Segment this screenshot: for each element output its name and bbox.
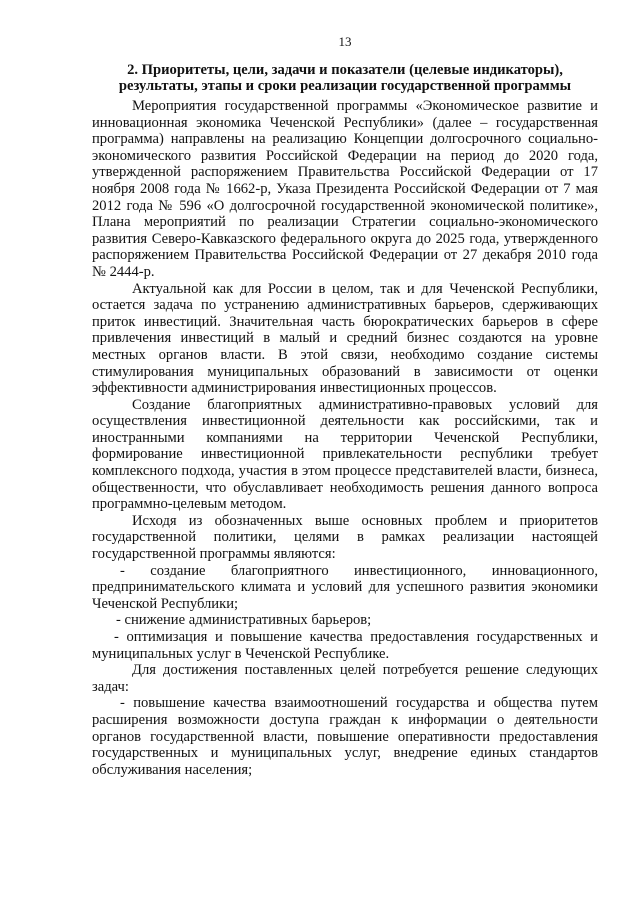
- list-item-goal-services: - оптимизация и повышение качества предоставления государственных и муниципальных услуг в Чеченской Республике.: [92, 629, 598, 662]
- body-text: [92, 98, 598, 778]
- list-item-goal-barriers: - снижение административных барьеров;: [116, 612, 372, 629]
- list-item-goal-climate: - создание благоприятного инвестиционного, инновационного, предпринимательского климата и условий для успешного развития экономики Чеченской Республики;: [92, 562, 598, 612]
- section-title-line-1: 2. Приоритеты, цели, задачи и показатели (целевые индикаторы),: [127, 62, 563, 78]
- paragraph-program-goals: Мероприятия государственной программы «Экономическое развитие и инновационная экономика Чеченской Республики» (далее – государственная программа) направлены на реализацию Концепции долгосрочного социально-экономического развития Российской Федерации на период до 2020 года, утвержденной распоряжением Правительства Российской Федерации от 17 ноября 2008 года № 1662-р, Указа Президента Российской Федерации от 7 мая 2012 года № 596 «О долгосрочной государственной экономической политике», Плана мероприятий по реализации Стратегии социально-экономического развития Северо-Кавказского федерального округа до 2025 года, утвержденного распоряжением Правительства Российской Федерации от 27 декабря 2010 года № 2444-р.: [92, 98, 598, 280]
- paragraph-tasks-intro: Для достижения поставленных целей потребуется решение следующих задач:: [92, 662, 598, 695]
- list-item-task-quality: - повышение качества взаимоотношений государства и общества путем расширения возможности доступа граждан к информации о деятельности органов государственной власти, повышение оперативности предоставления государственных и муниципальных услуг, внедрение единых стандартов обслуживания населения;: [92, 695, 598, 778]
- paragraph-admin-barriers: Актуальной как для России в целом, так и для Чеченской Республики, остается задача по устранению административных барьеров, сдерживающих приток инвестиций. Значительная часть бюрократических барьеров в сфере привлечения инвестиций в малый и средний бизнес создаются на уровне местных органов власти. В этой связи, необходимо создание системы стимулирования муниципальных образований в зависимости от оценки эффективности администрирования инвестиционных процессов.: [92, 280, 598, 397]
- section-title-line-2: результаты, этапы и сроки реализации государственной программы: [118, 78, 572, 94]
- paragraph-investment-conditions: Создание благоприятных административно-правовых условий для осуществления инвестиционной деятельности как российскими, так и иностранными компаниями на территории Чеченской Республики, формирование инвестиционной привлекательности республики требует комплексного подхода, участия в этом процессе представителей власти, бизнеса, общественности, что обуславливает необходимость решения данного вопроса программно-целевым методом.: [92, 396, 598, 513]
- page-number: 13: [338, 34, 352, 49]
- section-title: [92, 62, 598, 94]
- paragraph-goals-intro: Исходя из обозначенных выше основных проблем и приоритетов государственной политики, целями в рамках реализации настоящей государственной программы являются:: [92, 512, 598, 563]
